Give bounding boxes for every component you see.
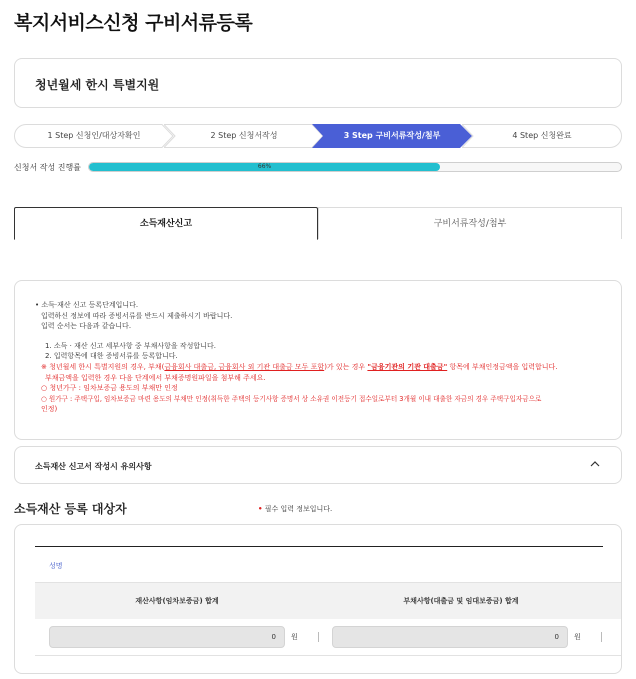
notice-line-7: 부채금액을 입력한 경우 다음 단계에서 부채증명원파일을 첨부해 주세요. (45, 373, 266, 382)
accordion-precautions[interactable] (14, 446, 622, 484)
step-2-label: 2 Step 신청서작성 (210, 131, 278, 140)
assets-unit: 원 (291, 633, 298, 641)
notice-line-3: 입력 순서는 다음과 같습니다. (41, 322, 132, 331)
notice-line-6a: ※ 청년월세 한시 특별지원의 경우, 부채( (41, 362, 165, 371)
tab-bar (14, 207, 622, 239)
cell-separator (318, 632, 319, 642)
notice-line-10: 인정) (41, 405, 58, 414)
step-2 (164, 124, 324, 148)
notice-line-6b: 금융회사 대출금, 금융회사 외 기관 대출금 모두 포함 (164, 362, 325, 371)
header-assets: 재산사항(임차보증금) 합계 (135, 597, 219, 605)
header-debts: 부채사항(대출금 및 임대보증금) 합계 (403, 597, 519, 605)
required-text: 필수 입력 정보입니다. (262, 505, 333, 513)
table-bottom-border (35, 655, 622, 656)
step-4 (462, 124, 622, 148)
debts-unit: 원 (574, 633, 581, 641)
service-name: 청년월세 한시 특별지원 (35, 78, 160, 92)
progress-track (88, 162, 622, 172)
cell-separator (601, 632, 602, 642)
accordion-title: 소득재산 신고서 작성시 유의사항 (35, 462, 152, 471)
page-title: 복지서비스신청 구비서류등록 (14, 12, 253, 34)
service-card (14, 58, 622, 108)
progress-text: 66% (257, 163, 272, 170)
step-4-label: 4 Step 신청완료 (512, 131, 572, 140)
step-1-label: 1 Step 신청인/대상자확인 (47, 131, 141, 140)
step-3-label: 3 Step 구비서류작성/첨부 (343, 131, 441, 140)
asset-table-card (14, 524, 622, 674)
notice-line-4: 1. 소득 · 재산 신고 세부사항 중 부채사항을 작성합니다. (45, 341, 216, 350)
step-3 (312, 124, 472, 148)
progress-label: 신청서 작성 진행률 (14, 163, 81, 172)
notice-line-6d: "금융기관의 기관 대출금" (367, 362, 448, 371)
notice-line-2: 입력하신 정보에 따라 증빙서류를 반드시 제출하시기 바랍니다. (41, 311, 233, 320)
assets-total-input[interactable]: 0 (49, 626, 285, 648)
name-column-label: 성명 (49, 562, 63, 570)
notice-line-5: 2. 입력항목에 대한 증빙서류를 등록합니다. (45, 352, 178, 361)
notice-line-9: ○ 원가구 : 주택구입, 임차보증금 마련 용도의 부채만 인정(취득한 주택의 등기사항 증명서 상 소유권 이전등기 접수일로부터 3개월 이내 대출한 자금의 경우 주택구입자금으로 (41, 394, 542, 403)
notice-box (14, 280, 622, 440)
notice-line-6e: 항목에 부채인정금액을 입력합니다. (447, 362, 558, 371)
tab-documents[interactable]: 구비서류작성/첨부 (318, 207, 622, 239)
step-indicator (14, 124, 622, 148)
table-header (35, 583, 622, 619)
notice-line-6c: )가 있는 경우 (324, 362, 368, 371)
required-dot: • (258, 505, 263, 513)
step-1 (14, 124, 174, 148)
section-title: 소득재산 등록 대상자 (14, 502, 127, 516)
progress-row (14, 160, 622, 174)
notice-line-6 (35, 362, 621, 373)
table-top-border (35, 546, 603, 547)
chevron-up-icon[interactable] (589, 458, 601, 470)
tab-income-assets[interactable]: 소득재산신고 (14, 207, 318, 240)
required-note (258, 504, 332, 514)
notice-line-1: • 소득·재산 신고 등록단계입니다. (35, 301, 139, 309)
debts-total-input[interactable]: 0 (332, 626, 568, 648)
notice-line-8: ○ 청년가구 : 임차보증금 용도의 부채만 인정 (41, 384, 178, 393)
